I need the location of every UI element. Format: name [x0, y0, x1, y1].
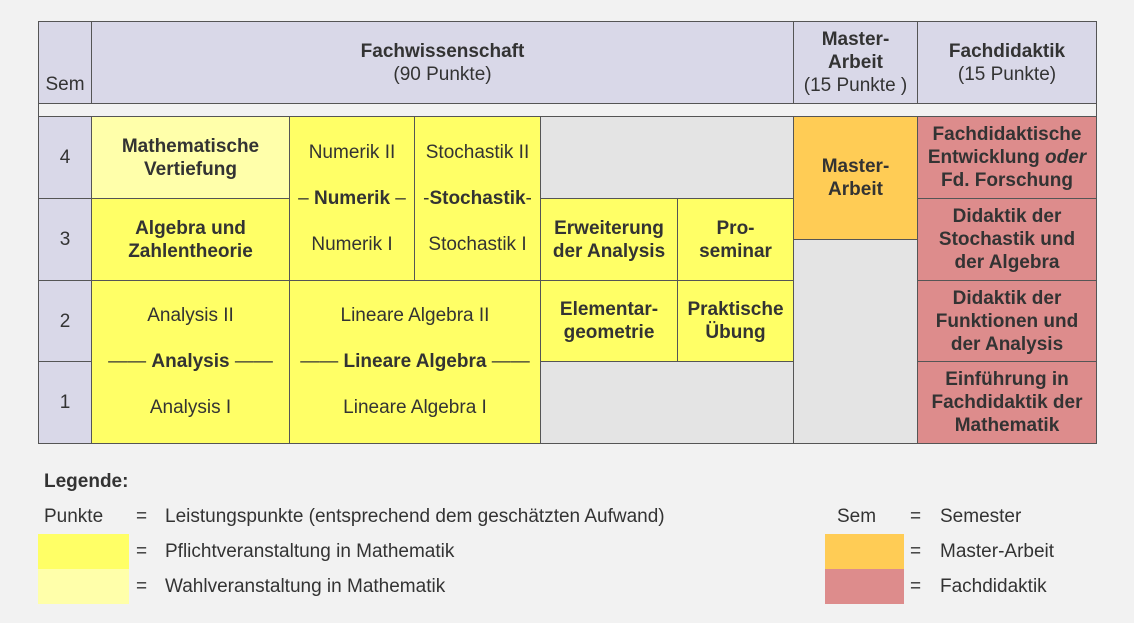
lineare-algebra-label: Lineare Algebra	[343, 351, 487, 372]
module-algebra-line2: Zahlentheorie	[128, 240, 253, 262]
header-master	[793, 21, 918, 104]
legend-swatch-fachdidaktik	[825, 569, 904, 604]
module-erweiterung-analysis	[540, 198, 678, 281]
analysis-label: Analysis	[151, 351, 230, 372]
einfuehrung-line3: Mathematik	[954, 415, 1060, 436]
lineare-algebra-ii: Lineare Algebra II	[340, 305, 490, 326]
header-fachwissenschaft-title: Fachwissenschaft	[360, 40, 525, 62]
fd-entwicklung-line1: Fachdidaktische	[932, 124, 1082, 145]
stochastik-ii: Stochastik II	[425, 142, 530, 163]
legend-master-desc: Master-Arbeit	[940, 541, 1055, 562]
header-fachdidaktik-points: (15 Punkte)	[957, 63, 1057, 85]
stochastik-title	[415, 187, 540, 210]
legend-eq-5: =	[910, 541, 922, 562]
numerik-i: Numerik I	[311, 234, 393, 255]
legend-wahl-desc: Wahlveranstaltung in Mathematik	[165, 576, 446, 597]
module-master-arbeit	[793, 116, 918, 240]
legend-sem-desc: Semester	[940, 506, 1022, 527]
module-proseminar	[677, 198, 794, 281]
lineare-algebra-title	[290, 350, 540, 373]
legend-eq-2: =	[136, 541, 148, 562]
legend-punkte-key: Punkte	[44, 506, 104, 527]
empty-cell-sem1	[540, 361, 794, 444]
header-master-line1: Master-	[821, 29, 890, 50]
legend-eq-4: =	[910, 506, 922, 527]
module-einfuehrung-fd	[917, 361, 1097, 444]
analysis-dash-left: ——	[108, 351, 147, 372]
module-stochastik	[414, 116, 541, 281]
semester-4-label: 4	[59, 147, 71, 168]
legend-swatch-pflicht	[38, 534, 129, 569]
module-lineare-algebra	[289, 280, 541, 444]
didaktik-stochastik-line2: Stochastik und	[938, 229, 1076, 250]
spacer-row	[38, 103, 1097, 117]
semester-4	[38, 116, 92, 199]
einfuehrung-line1: Einführung in	[945, 369, 1069, 390]
header-fachwissenschaft-points: (90 Punkte)	[393, 63, 492, 85]
module-mathematische-vertiefung	[91, 116, 290, 199]
numerik-label: Numerik	[313, 188, 391, 209]
legend-sem-key: Sem	[837, 506, 877, 527]
elementargeometrie-line1: Elementar-	[559, 299, 659, 320]
fd-entwicklung-line3: Fd. Forschung	[941, 170, 1073, 191]
proseminar-line2: seminar	[699, 240, 772, 262]
module-didaktik-funktionen	[917, 280, 1097, 362]
module-mathematische-vertiefung-line2: Vertiefung	[144, 158, 237, 180]
header-fachdidaktik	[917, 21, 1097, 104]
master-arbeit-line1: Master-	[821, 156, 890, 177]
didaktik-funktionen-line1: Didaktik der	[952, 287, 1062, 309]
module-praktische-uebung	[677, 280, 794, 362]
numerik-dash-right: –	[395, 188, 406, 209]
legend-eq-1: =	[136, 506, 148, 527]
legend-eq-6: =	[910, 576, 922, 597]
stochastik-dash-left: -	[423, 188, 430, 209]
la-dash-right: ——	[491, 351, 530, 372]
analysis-i: Analysis I	[149, 397, 232, 418]
analysis-ii: Analysis II	[147, 305, 234, 326]
semester-1	[38, 361, 92, 444]
analysis-title	[92, 350, 289, 373]
header-fachdidaktik-title: Fachdidaktik	[948, 40, 1066, 62]
analysis-dash-right: ——	[234, 351, 273, 372]
praktische-line1: Praktische	[687, 299, 784, 320]
legend-swatch-wahl	[38, 569, 129, 604]
semester-1-label: 1	[59, 392, 71, 413]
numerik-title	[290, 187, 414, 210]
la-dash-left: ——	[300, 351, 339, 372]
numerik-ii: Numerik II	[308, 142, 396, 163]
lineare-algebra-i: Lineare Algebra I	[343, 397, 487, 418]
stochastik-label: Stochastik	[429, 188, 526, 209]
module-fd-entwicklung	[917, 116, 1097, 199]
didaktik-funktionen-line3: der Analysis	[950, 333, 1064, 355]
legend-eq-3: =	[136, 576, 148, 597]
module-numerik	[289, 116, 415, 281]
module-elementargeometrie	[540, 280, 678, 362]
module-algebra-line1: Algebra und	[135, 217, 246, 239]
erweiterung-line2: der Analysis	[552, 240, 666, 262]
empty-cell-master	[793, 239, 918, 444]
elementargeometrie-line2: geometrie	[563, 322, 655, 343]
erweiterung-line1: Erweiterung	[554, 217, 664, 239]
header-sem	[38, 21, 92, 104]
semester-3	[38, 198, 92, 281]
didaktik-stochastik-line3: der Algebra	[954, 252, 1060, 273]
header-fachwissenschaft	[91, 21, 794, 104]
header-sem-label: Sem	[45, 74, 85, 95]
fd-entwicklung-oder: oder	[1045, 147, 1087, 168]
proseminar-line1: Pro-	[716, 217, 755, 239]
fd-entwicklung-line2	[928, 146, 1086, 169]
header-master-line2: Arbeit	[828, 52, 883, 73]
empty-cell-sem4	[540, 116, 794, 199]
fd-entwicklung-word: Entwicklung	[927, 147, 1040, 168]
didaktik-funktionen-line2: Funktionen und	[935, 310, 1079, 332]
semester-2-label: 2	[59, 310, 71, 332]
legend-swatch-master	[825, 534, 904, 569]
module-didaktik-stochastik	[917, 198, 1097, 281]
stochastik-dash-right: -	[525, 188, 532, 209]
semester-3-label: 3	[59, 229, 71, 250]
stochastik-i: Stochastik I	[428, 234, 527, 255]
legend-fd-desc: Fachdidaktik	[940, 576, 1047, 597]
numerik-dash-left: –	[298, 188, 309, 209]
master-arbeit-line2: Arbeit	[828, 179, 883, 200]
module-analysis	[91, 280, 290, 444]
semester-2	[38, 280, 92, 362]
header-master-points: (15 Punkte )	[803, 75, 908, 96]
didaktik-stochastik-line1: Didaktik der	[952, 206, 1062, 227]
einfuehrung-line2: Fachdidaktik der	[931, 392, 1083, 413]
legend-title: Legende:	[44, 471, 129, 492]
module-algebra-zahlentheorie	[91, 198, 290, 281]
legend-pflicht-desc: Pflichtveranstaltung in Mathematik	[165, 541, 455, 562]
legend-punkte-desc: Leistungspunkte (entsprechend dem geschätzten Aufwand)	[165, 506, 665, 527]
praktische-line2: Übung	[705, 322, 766, 343]
module-mathematische-vertiefung-line1: Mathematische	[121, 135, 260, 157]
